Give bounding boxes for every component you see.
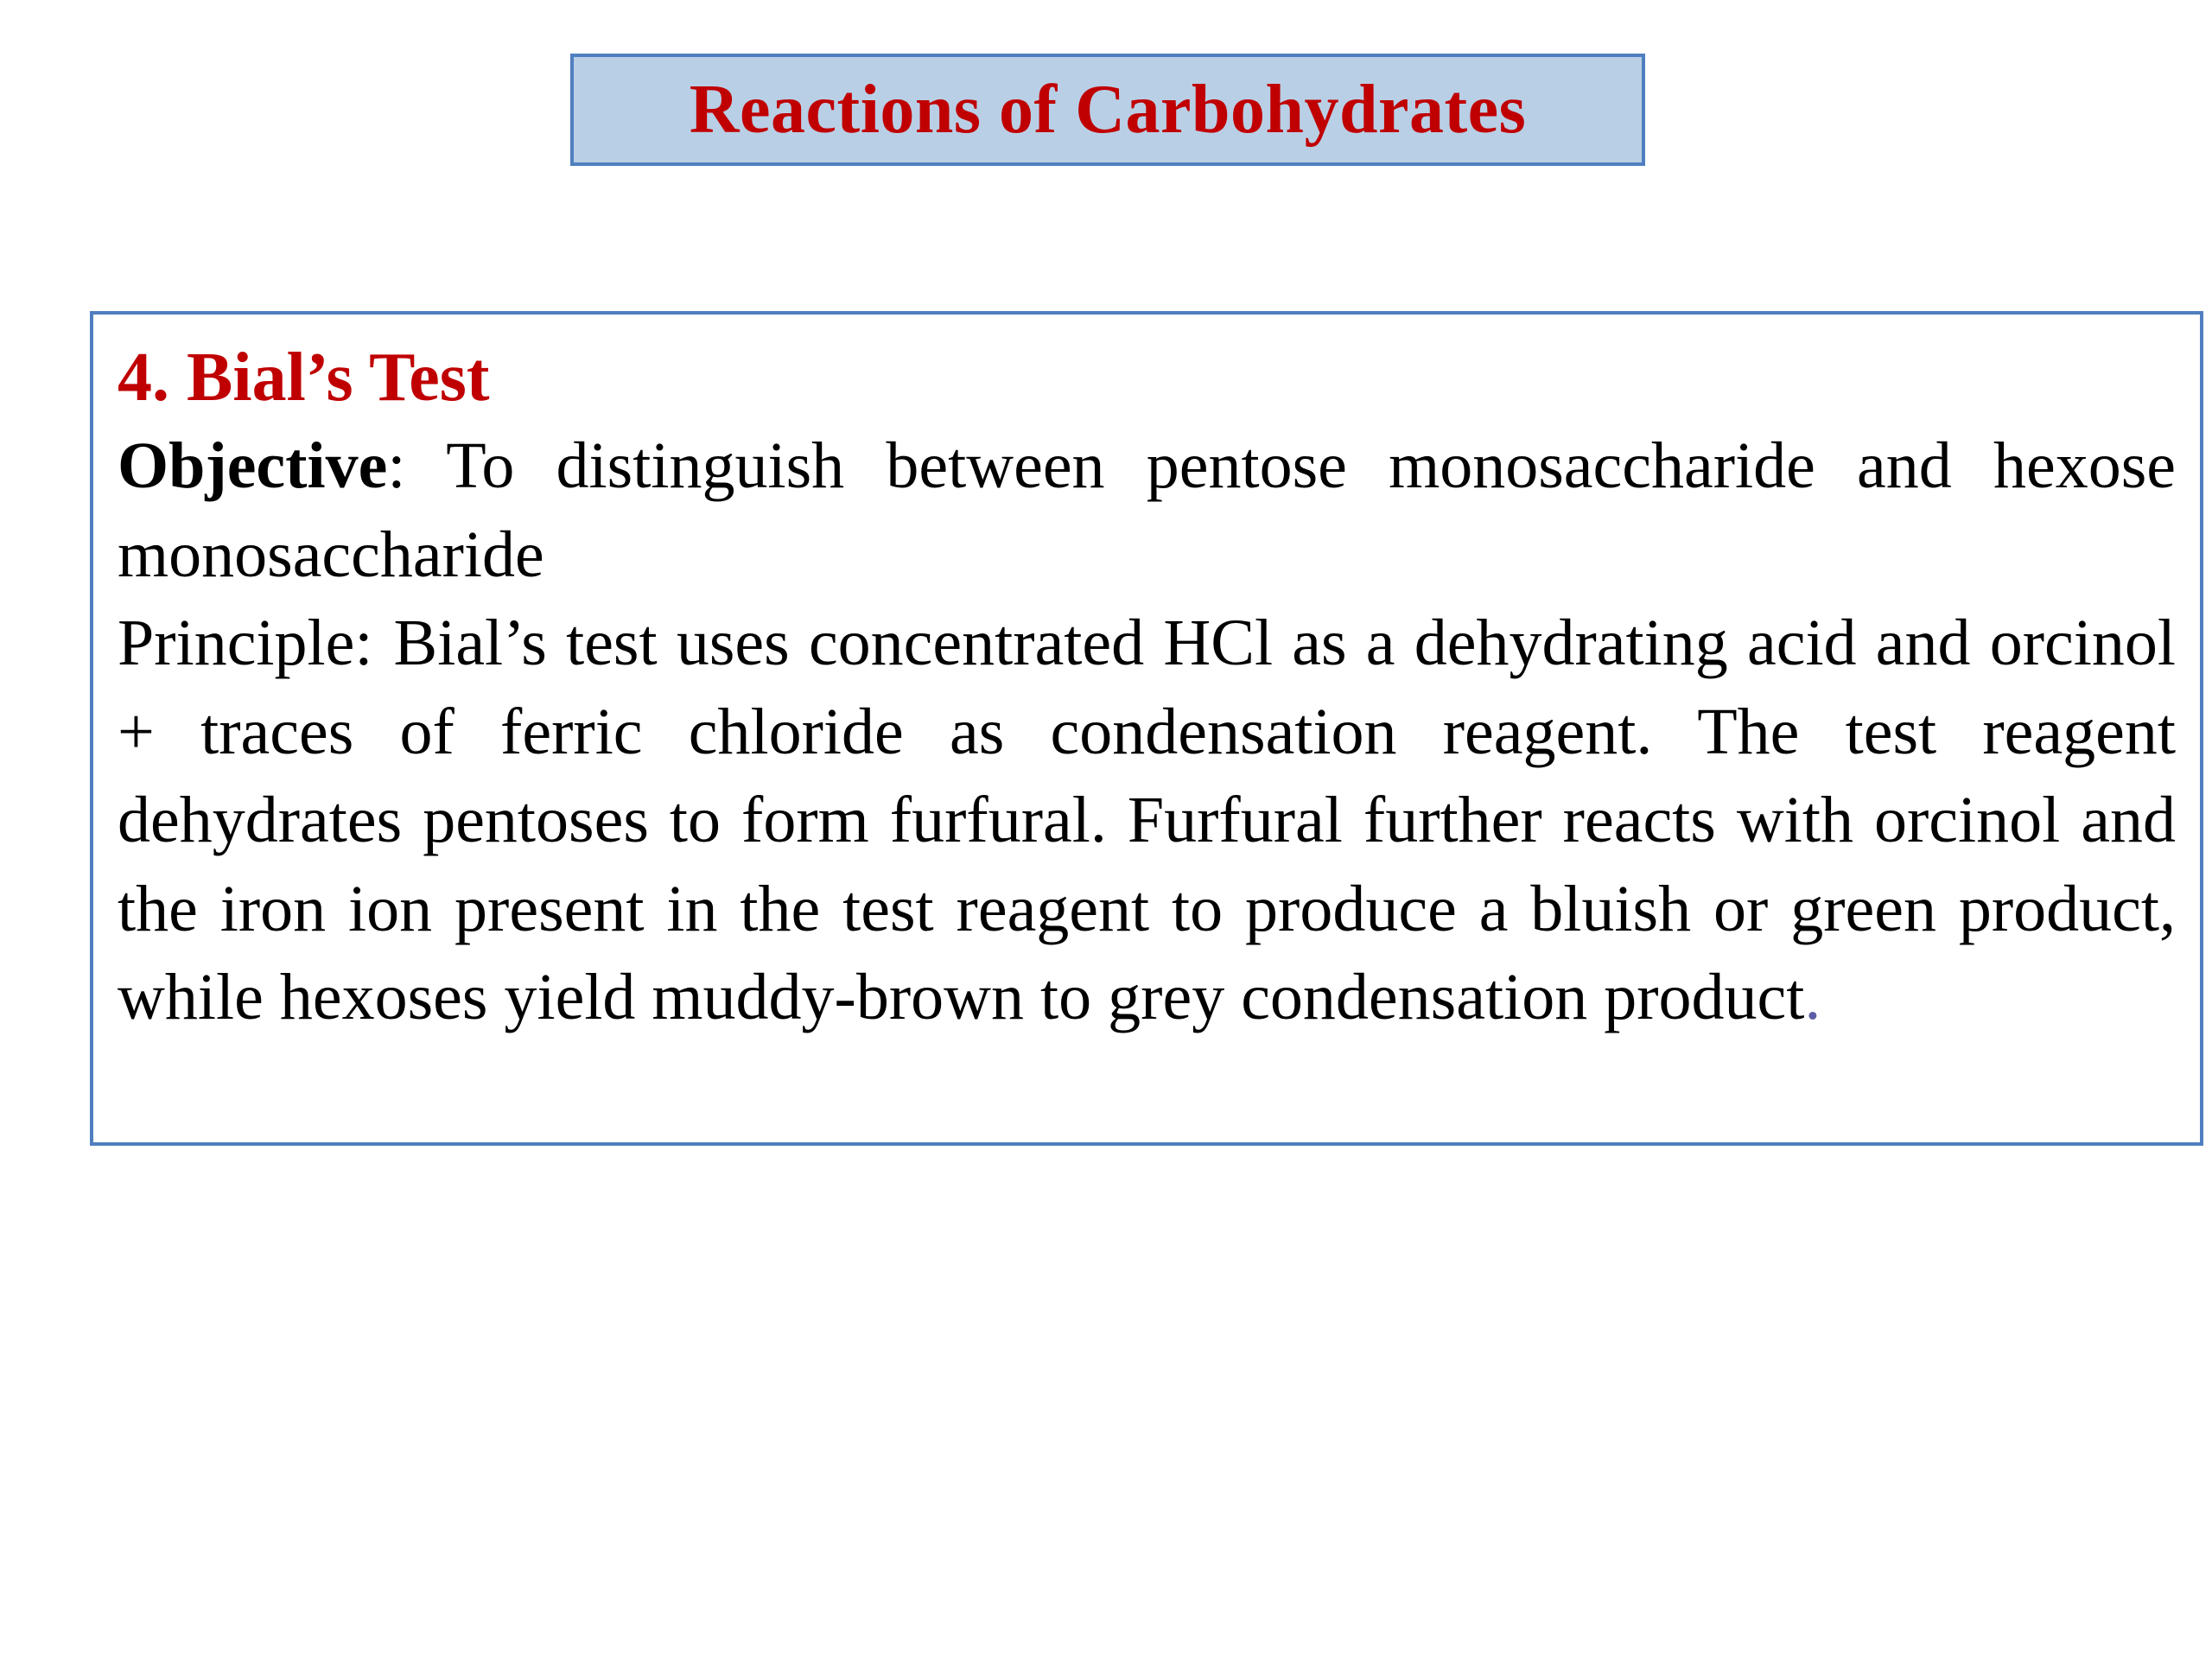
principle-end-period: . <box>1804 961 1821 1033</box>
slide-title: Reactions of Carbohydrates <box>689 72 1527 148</box>
principle-text: Bial’s test uses concentrated HCl as a dehydrating acid and orcinol + traces of ferric chloride as condensation reagent. The test reagent dehydrates pentoses to form furfural. Furfural further reacts with orcinol and the iron ion present in the test reagent to produce a bluish or green product, while hexoses yield muddy-brown to grey condensation product <box>118 607 2176 1033</box>
section-heading: 4. Bial’s Test <box>118 340 490 416</box>
objective-paragraph <box>118 422 2176 599</box>
objective-label: Objective <box>118 429 388 502</box>
principle-paragraph <box>118 599 2176 1042</box>
objective-text: To distinguish between pentose monosaccharide and hexose monosaccharide <box>118 429 2176 591</box>
title-banner <box>570 54 1645 166</box>
principle-label: Principle: <box>118 607 373 679</box>
content-box <box>90 311 2203 1146</box>
objective-separator: : <box>387 429 406 502</box>
